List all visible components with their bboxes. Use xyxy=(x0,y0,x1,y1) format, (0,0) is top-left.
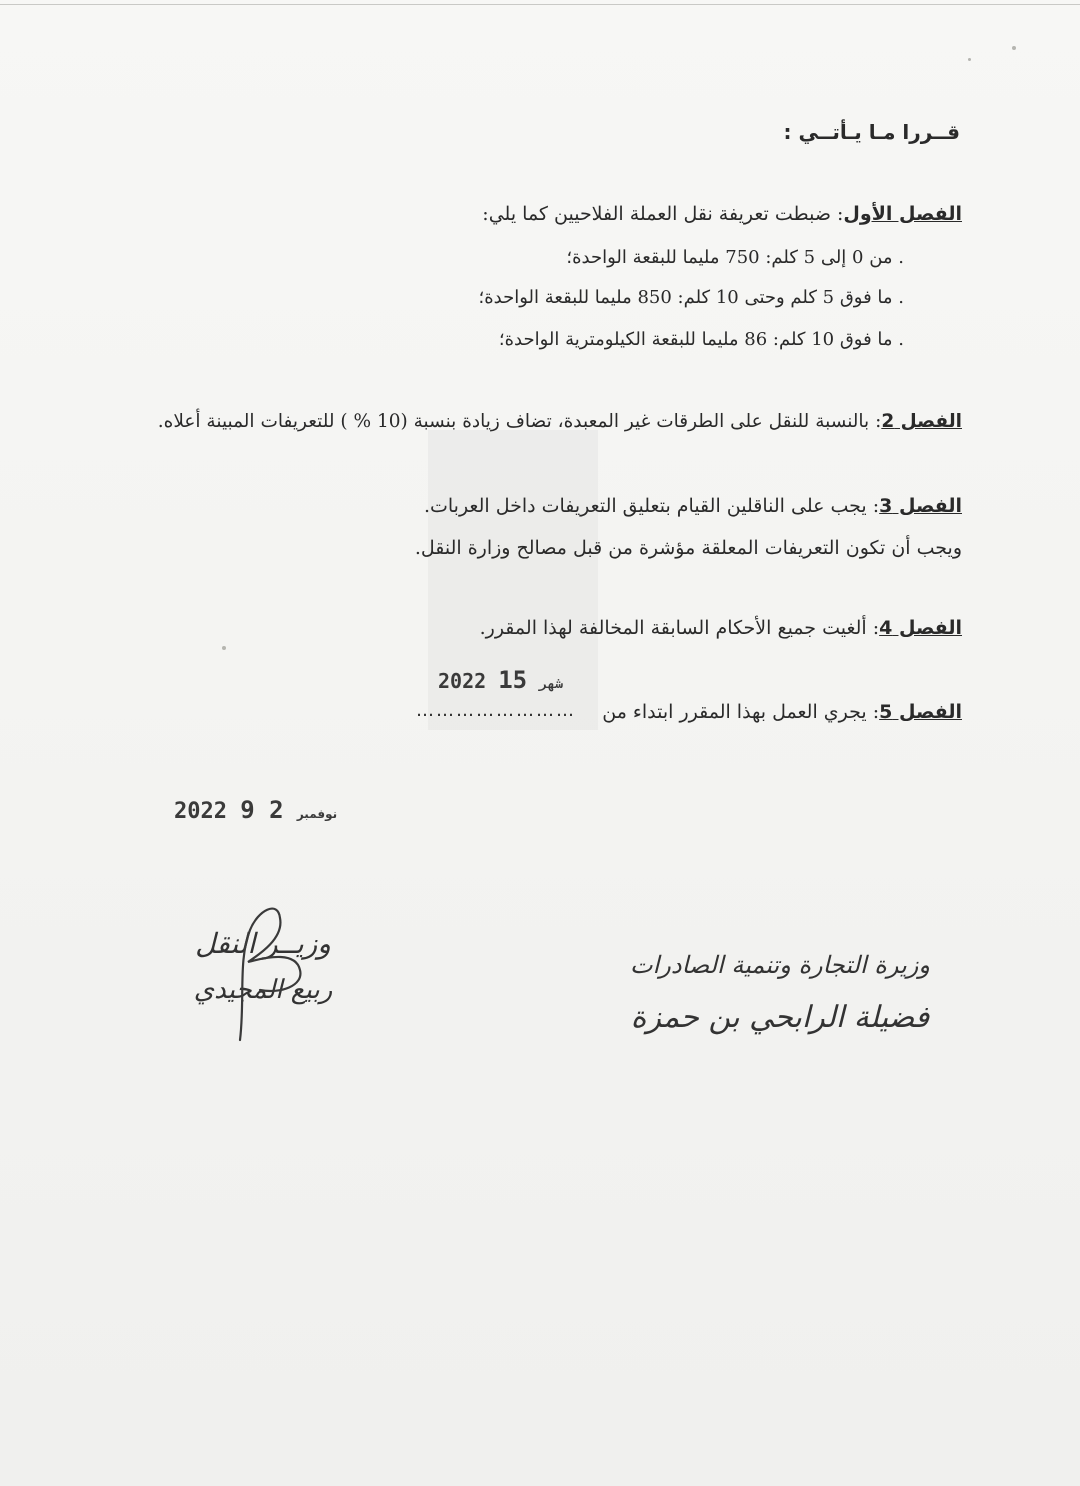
decision-header: قــررا مـا يـأتــي : xyxy=(783,120,960,144)
article-3-continued: ويجب أن تكون التعريفات المعلقة مؤشرة من قبل مصالح وزارة النقل. xyxy=(414,537,962,559)
article-2 xyxy=(22,400,962,444)
signatory-name: ربيع المجيدي xyxy=(193,975,333,1005)
tariff-item: . ما فوق 5 كلم وحتى 10 كلم: 850 مليما للبقعة الواحدة؛ xyxy=(478,287,904,308)
article-1-intro: : ضبطت تعريفة نقل العملة الفلاحيين كما يلي: xyxy=(482,203,844,225)
scan-edge-line xyxy=(0,4,1080,5)
blank-date-dots: …………………… xyxy=(416,700,576,721)
handwritten-signature-icon xyxy=(200,890,320,1050)
article-4-text: : ألغيت جميع الأحكام السابقة المخالفة لهذا المقرر. xyxy=(479,617,880,639)
tariff-item: . ما فوق 10 كلم: 86 مليما للبقعة الكيلومترية الواحدة؛ xyxy=(498,329,904,350)
stamp-day: 2 9 xyxy=(240,796,284,824)
article-1-label: الفصل الأول xyxy=(843,203,962,225)
article-5-label: الفصل 5 xyxy=(879,701,962,723)
article-2-text: : بالنسبة للنقل على الطرقات غير المعبدة، تضاف زيادة بنسبة (10 % ) للتعريفات المبينة أعلاه. xyxy=(157,411,882,432)
article-3-label: الفصل 3 xyxy=(879,495,962,517)
scan-speck xyxy=(968,58,971,61)
stamp-month: نوفمبر xyxy=(296,807,338,821)
article-1 xyxy=(142,192,962,236)
signatory-title: وزيــر النقل xyxy=(195,927,331,960)
date-stamp-bottom xyxy=(174,796,337,824)
stamp-year: 2022 xyxy=(174,799,227,824)
article-4-label: الفصل 4 xyxy=(879,617,962,639)
stamp-month: شهر xyxy=(539,677,563,692)
signatory-name: فضيلة الرابحي بن حمزة xyxy=(630,1000,930,1035)
article-5-text: : يجري العمل بهذا المقرر ابتداء من xyxy=(602,701,880,723)
tariff-item: . من 0 إلى 5 كلم: 750 مليما للبقعة الواحدة؛ xyxy=(566,247,904,268)
signature-trade-minister xyxy=(600,940,960,1046)
article-4 xyxy=(102,606,962,650)
signatory-title: وزيرة التجارة وتنمية الصادرات xyxy=(630,951,930,979)
scan-speck xyxy=(1012,46,1016,50)
article-2-label: الفصل 2 xyxy=(881,411,962,432)
stamp-year: 2022 xyxy=(438,669,487,693)
article-3 xyxy=(102,484,962,528)
article-3-text-1: : يجب على الناقلين القيام بتعليق التعريفات داخل العربات. xyxy=(423,495,880,517)
stamp-day: 15 xyxy=(498,666,528,694)
